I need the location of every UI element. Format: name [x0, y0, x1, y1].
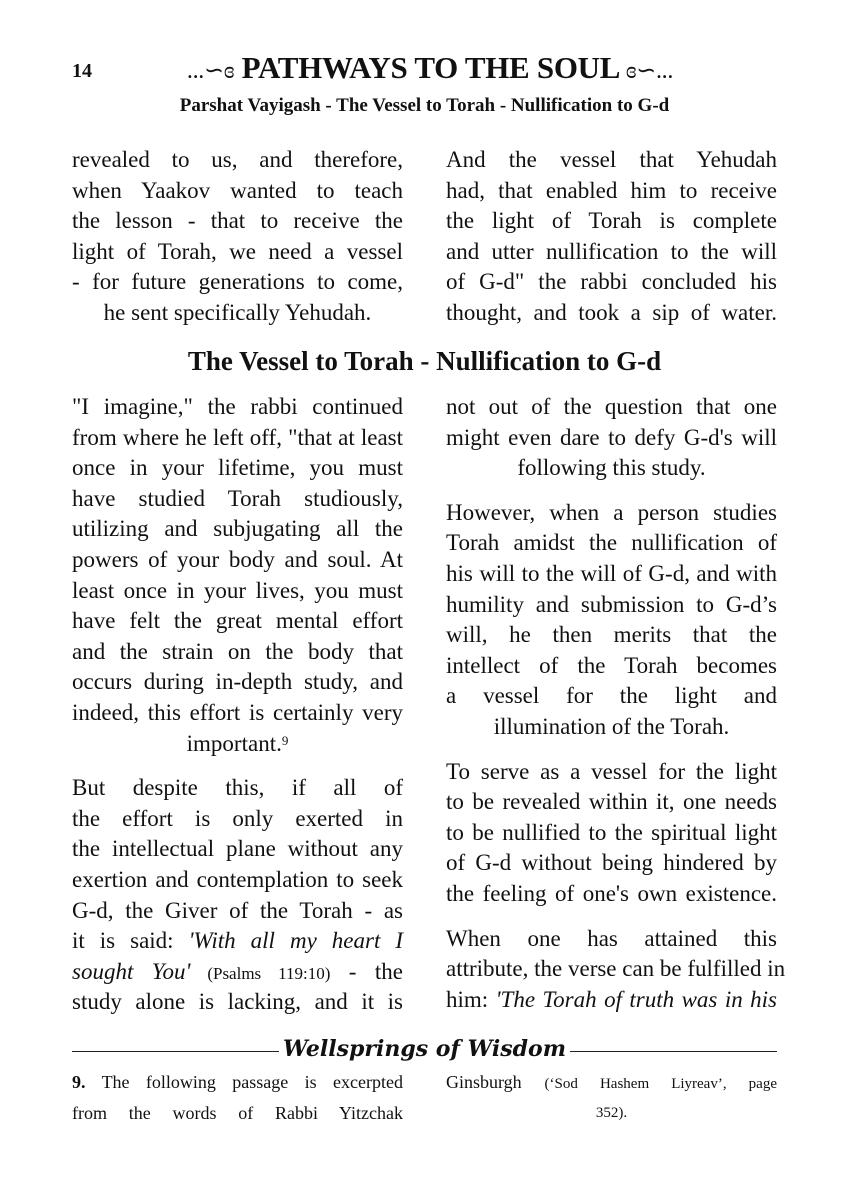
footnote-separator	[72, 1036, 777, 1066]
text-line: when Yaakov wanted to teach	[72, 177, 403, 203]
text-line: a vessel for the light and	[446, 683, 777, 709]
text-line: attribute, the verse can be fulfilled in	[446, 956, 786, 982]
paragraph	[446, 757, 777, 910]
text-segment: - the	[330, 958, 403, 984]
text-line: And the vessel that Yehudah	[446, 147, 777, 172]
left-column	[72, 392, 403, 1032]
text-line: of G-d" the rabbi concluded his	[446, 269, 777, 295]
right-column	[446, 392, 786, 1029]
text-line: thought, and took a sip of water.	[446, 299, 777, 325]
text-line: the lesson - that to receive the	[72, 208, 403, 234]
text-line: have felt the great mental effort	[72, 608, 403, 634]
text-line: utilizing and subjugating all the	[72, 516, 403, 542]
footnote-left	[72, 1070, 403, 1131]
text-line: have studied Torah studiously,	[72, 485, 403, 511]
text-segment: it is said:	[72, 928, 189, 954]
text-line: following this study.	[517, 455, 706, 481]
text-line: humility and submission to G-d’s	[446, 591, 777, 617]
text-line: When one has attained this	[446, 925, 777, 951]
text-line	[72, 729, 403, 760]
text-line: had, that enabled him to receive	[446, 177, 777, 203]
text-line: indeed, this effort is certainly very	[72, 699, 403, 725]
ornament-right-icon: ɞ∽...	[625, 58, 674, 84]
text-line: revealed to us, and therefore,	[72, 147, 403, 172]
footnote-citation: (‘Sod Hashem Liyreav’, page	[544, 1076, 777, 1092]
paragraph	[446, 498, 777, 743]
paragraph	[446, 924, 786, 1016]
text-line: of G-d without being hindered by	[446, 850, 777, 876]
text-segment: him:	[446, 986, 496, 1012]
separator-label: Wellsprings of Wisdom	[279, 1036, 570, 1062]
text-line: and the strain on the body that	[72, 638, 403, 664]
text-line: will, he then merits that the	[446, 622, 777, 648]
chapter-subtitle: Parshat Vayigash - The Vessel to Torah - Nullification to G-d	[179, 95, 670, 116]
text-line	[446, 985, 777, 1016]
text-line: might even dare to defy G-d's will	[446, 424, 777, 450]
paragraph	[72, 145, 403, 329]
paragraph	[72, 773, 403, 1018]
text-line	[72, 957, 403, 988]
ornament-left-icon: ...∽ɞ	[186, 58, 235, 84]
text-line: To serve as a vessel for the light	[446, 758, 777, 784]
text-line	[72, 926, 403, 957]
text-line: the effort is only exerted in	[72, 805, 403, 831]
text-line: he sent specifically Yehudah.	[103, 299, 372, 325]
section-heading: The Vessel to Torah - Nullification to G-d	[187, 346, 662, 376]
text-line: G-d, the Giver of the Torah - as	[72, 897, 403, 923]
text-line: illumination of the Torah.	[493, 713, 730, 739]
paragraph	[446, 392, 777, 484]
footnote-line: The following passage is excerpted	[101, 1072, 403, 1092]
text-line: and utter nullification to the will	[446, 238, 777, 264]
text-line: the feeling of one's own existence.	[446, 880, 777, 906]
text-line: However, when a person studies	[446, 499, 777, 525]
text-line: least once in your lives, you must	[72, 577, 403, 603]
text-line: powers of your body and soul. At	[72, 546, 403, 572]
footnote-ref: 9	[281, 732, 289, 748]
top-left-column	[72, 145, 403, 343]
top-right-column	[446, 145, 777, 343]
text-segment: important.	[186, 730, 282, 756]
text-line: exertion and contemplation to seek	[72, 866, 403, 892]
text-line: from where he left off, "that at least	[72, 424, 403, 450]
text-line: the intellectual plane without any	[72, 836, 403, 862]
text-segment: (Psalms 119:10)	[190, 963, 331, 983]
text-line: to be nullified to the spiritual light	[446, 819, 777, 845]
text-line: to be revealed within it, one needs	[446, 789, 777, 815]
text-line: the light of Torah is complete	[446, 208, 777, 234]
text-line: Torah amidst the nullification of	[446, 530, 777, 556]
book-title: PATHWAYS TO THE SOUL	[241, 50, 619, 85]
page-number: 14	[72, 60, 92, 82]
footnote-line: Ginsburgh	[446, 1072, 522, 1092]
footnote-number: 9.	[72, 1072, 86, 1092]
text-line: - for future generations to come,	[72, 269, 403, 295]
running-title	[130, 50, 730, 86]
paragraph	[446, 145, 777, 329]
paragraph	[72, 392, 403, 759]
text-line: study alone is lacking, and it is	[72, 989, 403, 1015]
text-line: occurs during in-depth study, and	[72, 669, 403, 695]
text-line: But despite this, if all of	[72, 775, 403, 801]
footnote-line: 352).	[595, 1104, 628, 1121]
text-line: not out of the question that one	[446, 394, 777, 419]
text-line: "I imagine," the rabbi continued	[72, 394, 403, 419]
text-segment: sought You'	[72, 958, 191, 984]
text-line: once in your lifetime, you must	[72, 455, 403, 481]
text-line: intellect of the Torah becomes	[446, 652, 777, 678]
footnote-line: from the words of Rabbi Yitzchak	[72, 1102, 403, 1123]
footnote-right	[446, 1070, 777, 1131]
text-segment: 'With all my heart I	[188, 928, 403, 954]
text-segment: 'The Torah of truth was in his	[495, 986, 777, 1012]
text-line: light of Torah, we need a vessel	[72, 238, 403, 264]
text-line: his will to the will of G-d, and with	[446, 560, 777, 586]
